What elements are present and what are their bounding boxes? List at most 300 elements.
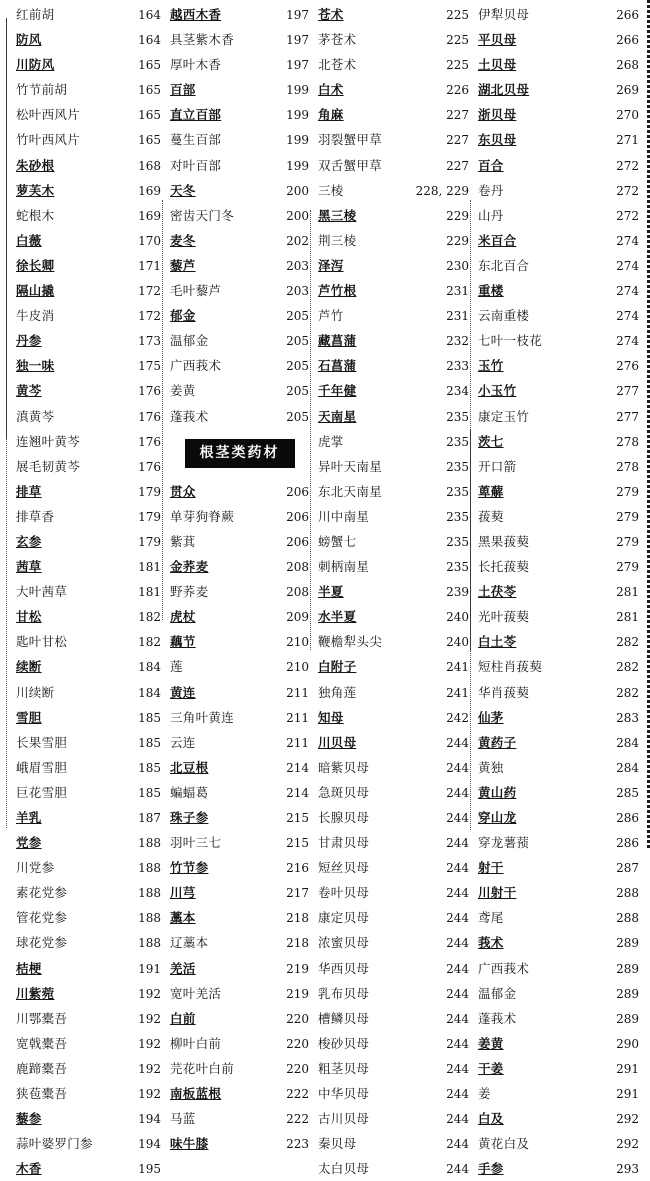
index-entry[interactable] [478,529,639,554]
index-entry[interactable] [170,880,309,905]
index-entry[interactable] [478,855,639,880]
index-entry[interactable] [318,855,469,880]
index-entry-page: 272 [616,183,639,198]
index-entry[interactable] [16,1006,161,1031]
index-entry[interactable] [16,981,161,1006]
index-entry-page: 242 [446,710,469,725]
index-entry[interactable] [318,77,469,102]
index-entry[interactable] [478,429,639,454]
index-entry[interactable] [16,680,161,705]
index-entry[interactable] [318,755,469,780]
dot-leader [96,1136,135,1149]
index-entry[interactable] [170,1056,309,1081]
index-entry[interactable] [16,830,161,855]
index-entry[interactable] [478,303,639,328]
index-entry-page: 289 [616,986,639,1001]
index-entry[interactable] [16,203,161,228]
index-entry-name: 白薇 [16,232,42,248]
index-entry[interactable] [16,1131,161,1156]
index-entry[interactable] [16,1106,161,1131]
index-entry[interactable] [170,805,309,830]
index-entry[interactable] [16,328,161,353]
index-entry[interactable] [478,830,639,855]
index-entry[interactable] [170,529,309,554]
index-entry[interactable] [478,228,639,253]
index-entry[interactable] [478,2,639,27]
index-entry-name: 川贝母 [318,734,357,750]
index-entry[interactable] [318,378,469,403]
index-entry[interactable] [318,228,469,253]
index-entry[interactable] [478,956,639,981]
index-entry[interactable] [478,604,639,629]
index-entry[interactable] [170,981,309,1006]
index-entry[interactable] [478,755,639,780]
index-entry-name: 广西莪术 [478,960,530,976]
index-entry[interactable] [16,629,161,654]
index-entry[interactable] [478,52,639,77]
index-entry-page: 291 [616,1061,639,1076]
index-entry[interactable] [16,805,161,830]
index-entry-name: 隔山撬 [16,283,55,299]
index-entry-page: 232 [446,334,469,349]
index-entry[interactable] [16,52,161,77]
index-entry[interactable] [318,1106,469,1131]
index-entry-name: 直立百部 [170,107,222,123]
index-entry[interactable] [318,805,469,830]
dot-leader [211,935,283,948]
index-entry-name: 芦竹 [318,308,344,324]
index-entry[interactable] [318,604,469,629]
index-entry[interactable] [478,479,639,504]
index-entry[interactable] [170,404,309,429]
dot-leader [57,508,135,521]
dot-leader [70,634,135,647]
index-entry[interactable] [170,956,309,981]
index-entry[interactable] [478,153,639,178]
index-entry[interactable] [318,328,469,353]
index-entry[interactable] [16,353,161,378]
index-entry-name: 鸢尾 [478,910,504,926]
index-entry-name: 藜芦 [170,257,196,273]
index-entry[interactable] [16,77,161,102]
index-entry[interactable] [170,629,309,654]
dot-leader [57,7,135,20]
index-entry[interactable] [478,203,639,228]
dot-leader [45,333,135,346]
index-entry[interactable] [478,705,639,730]
index-entry[interactable] [318,429,469,454]
dot-leader [519,985,613,998]
index-entry[interactable] [318,981,469,1006]
index-entry[interactable] [318,1006,469,1031]
index-entry[interactable] [318,454,469,479]
index-entry[interactable] [478,404,639,429]
index-entry[interactable] [16,1156,161,1181]
dot-leader [519,1010,613,1023]
index-entry[interactable] [170,153,309,178]
index-entry[interactable] [478,1156,639,1181]
index-entry[interactable] [170,705,309,730]
index-entry-name: 仙茅 [478,709,504,725]
index-entry[interactable] [318,579,469,604]
index-entry[interactable] [16,705,161,730]
index-entry-page: 176 [138,459,161,474]
index-entry[interactable] [318,178,469,203]
index-entry[interactable] [478,930,639,955]
index-entry[interactable] [16,454,161,479]
index-entry-name: 短柱肖菝葜 [478,659,543,675]
index-entry-page: 244 [446,1137,469,1152]
index-entry[interactable] [478,905,639,930]
index-entry[interactable] [16,529,161,554]
index-entry[interactable] [16,554,161,579]
dot-leader [507,508,613,521]
index-entry[interactable] [170,278,309,303]
dot-leader [57,207,135,220]
dot-leader [532,533,613,546]
index-entry-name: 刺柄南星 [318,559,370,575]
index-entry[interactable] [478,178,639,203]
index-entry-page: 187 [138,811,161,825]
index-entry[interactable] [170,680,309,705]
dot-leader [45,559,135,572]
index-entry[interactable] [318,504,469,529]
column-separator-3-dotted-lower [470,650,471,830]
index-entry-page: 194 [138,1137,161,1152]
index-entry[interactable] [16,905,161,930]
index-entry[interactable] [318,27,469,52]
index-entry[interactable] [170,554,309,579]
dot-leader [199,885,283,898]
index-entry[interactable] [170,178,309,203]
index-entry[interactable] [318,404,469,429]
index-entry-page: 214 [286,785,309,800]
index-entry-page: 215 [286,836,309,851]
index-entry[interactable] [318,654,469,679]
dot-leader [224,7,283,20]
index-entry[interactable] [16,27,161,52]
index-entry-name: 素花党参 [16,885,68,901]
index-entry[interactable] [16,2,161,27]
index-entry[interactable] [170,579,309,604]
index-entry-name: 竹节前胡 [16,82,68,98]
index-entry-name: 蓬莪术 [478,1010,517,1026]
dot-leader [57,860,135,873]
index-entry-name: 川芎 [170,885,196,901]
index-entry[interactable] [16,378,161,403]
index-entry-name: 白前 [170,1010,196,1026]
index-entry[interactable] [478,77,639,102]
index-entry[interactable] [16,1081,161,1106]
index-entry-name: 柳叶白前 [170,1035,222,1051]
index-entry[interactable] [170,1131,309,1156]
index-entry-page: 239 [446,585,469,600]
index-entry[interactable] [170,1006,309,1031]
index-entry-page: 219 [286,961,309,976]
dot-leader [372,985,443,998]
index-entry-name: 姜黄 [478,1035,504,1051]
index-entry[interactable] [318,479,469,504]
dot-leader [372,784,443,797]
index-entry[interactable] [318,680,469,705]
index-entry[interactable] [318,830,469,855]
dot-leader [507,935,613,948]
index-entry[interactable] [318,278,469,303]
index-entry[interactable] [318,880,469,905]
index-entry[interactable] [16,278,161,303]
index-entry[interactable] [478,27,639,52]
index-entry[interactable] [318,1056,469,1081]
index-entry[interactable] [318,705,469,730]
index-entry[interactable] [16,153,161,178]
index-entry[interactable] [16,429,161,454]
index-entry[interactable] [478,1106,639,1131]
index-entry[interactable] [170,253,309,278]
index-entry[interactable] [318,127,469,152]
index-entry[interactable] [170,905,309,930]
index-entry[interactable] [318,730,469,755]
index-entry[interactable] [318,303,469,328]
index-entry-page: 240 [446,610,469,625]
index-entry[interactable] [478,654,639,679]
index-entry-page: 208 [286,585,309,600]
index-entry[interactable] [170,378,309,403]
index-entry[interactable] [16,930,161,955]
index-entry-name: 藏菖蒲 [318,333,357,349]
index-entry-name: 穿龙薯蓣 [478,835,530,851]
dot-leader [199,533,283,546]
index-entry[interactable] [478,504,639,529]
index-entry[interactable] [170,2,309,27]
dot-leader [237,1060,283,1073]
index-entry-page: 287 [616,861,639,876]
index-entry[interactable] [170,353,309,378]
index-entry[interactable] [478,780,639,805]
index-entry[interactable] [478,127,639,152]
index-entry[interactable] [16,956,161,981]
index-column-1 [4,2,161,1181]
index-entry[interactable] [318,1081,469,1106]
dot-leader [519,885,613,898]
index-entry[interactable] [16,303,161,328]
index-entry-name: 羌活 [170,960,196,976]
index-entry[interactable] [16,755,161,780]
index-entry[interactable] [478,629,639,654]
index-entry-name: 长果雪胆 [16,734,68,750]
dot-leader [57,57,135,70]
index-entry[interactable] [318,203,469,228]
index-entry[interactable] [170,730,309,755]
index-entry-page: 173 [138,334,161,349]
index-entry-page: 208 [286,560,309,575]
dot-leader [57,182,135,195]
index-entry[interactable] [478,278,639,303]
index-entry-name: 蒜叶婆罗门参 [16,1136,93,1152]
index-entry-name: 温郁金 [170,333,209,349]
index-entry[interactable] [478,880,639,905]
index-entry[interactable] [318,153,469,178]
index-entry-page: 244 [446,1036,469,1051]
index-entry[interactable] [170,303,309,328]
index-entry-page: 165 [138,108,161,123]
index-entry-name: 徐长卿 [16,257,55,273]
index-entry-page: 205 [286,359,309,374]
index-entry[interactable] [16,654,161,679]
index-entry[interactable] [478,730,639,755]
index-entry[interactable] [318,353,469,378]
index-entry[interactable] [170,479,309,504]
index-entry[interactable] [170,27,309,52]
index-entry[interactable] [318,52,469,77]
index-entry[interactable] [16,228,161,253]
index-entry[interactable] [318,1156,469,1181]
dot-leader [57,157,135,170]
index-entry[interactable] [170,1081,309,1106]
index-entry[interactable] [170,127,309,152]
index-entry[interactable] [478,353,639,378]
index-entry[interactable] [16,855,161,880]
column-separator-1 [162,200,163,620]
index-entry-page: 244 [446,861,469,876]
index-entry-page: 286 [616,811,639,825]
index-entry[interactable] [478,454,639,479]
index-entry[interactable] [478,805,639,830]
index-entry[interactable] [16,253,161,278]
index-entry[interactable] [16,1056,161,1081]
index-entry-page: 244 [446,760,469,775]
index-entry[interactable] [478,981,639,1006]
dot-leader [532,308,613,321]
index-entry[interactable] [16,479,161,504]
dot-leader [224,107,283,120]
index-entry[interactable] [170,604,309,629]
index-entry[interactable] [478,554,639,579]
index-entry-name: 展毛韧黄芩 [16,458,81,474]
index-entry-page: 210 [286,660,309,675]
index-entry[interactable] [478,579,639,604]
index-entry-page: 226 [446,83,469,98]
index-entry[interactable] [318,1131,469,1156]
index-entry[interactable] [478,680,639,705]
index-entry[interactable] [170,830,309,855]
index-entry-name: 华肖菝葜 [478,684,530,700]
index-entry[interactable] [478,253,639,278]
index-entry[interactable] [170,780,309,805]
index-entry[interactable] [318,253,469,278]
index-entry[interactable] [318,1031,469,1056]
index-entry[interactable] [318,2,469,27]
index-entry[interactable] [170,102,309,127]
dot-leader [199,308,283,321]
index-entry[interactable] [318,529,469,554]
index-entry[interactable] [16,780,161,805]
dot-leader [359,333,443,346]
index-entry[interactable] [16,178,161,203]
index-entry[interactable] [170,1106,309,1131]
index-entry[interactable] [170,203,309,228]
dot-leader [359,408,443,421]
index-entry[interactable] [170,228,309,253]
index-entry[interactable] [16,102,161,127]
index-entry[interactable] [16,404,161,429]
index-entry[interactable] [16,730,161,755]
index-entry[interactable] [318,102,469,127]
index-entry[interactable] [170,328,309,353]
dot-leader [199,182,283,195]
index-entry-name: 川射干 [478,885,517,901]
index-entry-page: 241 [446,660,469,675]
index-entry-name: 蛇根木 [16,207,55,223]
index-entry-page: 199 [286,83,309,98]
index-entry-name: 水半夏 [318,609,357,625]
index-entry[interactable] [318,780,469,805]
dot-leader [519,584,613,597]
index-entry[interactable] [478,1006,639,1031]
dot-leader [507,910,613,923]
index-entry[interactable] [318,905,469,930]
index-entry[interactable] [16,1031,161,1056]
index-entry-name: 浙贝母 [478,107,517,123]
index-entry-page: 203 [286,284,309,299]
index-entry-name: 黄芩 [16,383,42,399]
dot-leader [359,659,443,672]
dot-leader [347,182,413,195]
index-entry-name: 红前胡 [16,7,55,22]
index-entry[interactable] [170,52,309,77]
index-entry[interactable] [170,77,309,102]
dot-leader [519,132,613,145]
index-entry-page: 278 [616,459,639,474]
dot-leader [57,985,135,998]
index-entry[interactable] [478,1081,639,1106]
index-entry-page: 227 [446,133,469,148]
dot-leader [224,132,283,145]
index-entry-page: 179 [138,534,161,549]
dot-leader [45,960,135,973]
index-entry[interactable] [478,328,639,353]
index-entry[interactable] [16,579,161,604]
index-entry[interactable] [318,554,469,579]
index-entry-page: 188 [138,861,161,876]
index-entry[interactable] [170,504,309,529]
dot-leader [347,7,443,20]
index-entry[interactable] [318,629,469,654]
index-entry-name: 槽鳞贝母 [318,1010,370,1026]
index-entry-name: 贯众 [170,483,196,499]
index-entry[interactable] [318,930,469,955]
index-entry[interactable] [16,880,161,905]
index-entry[interactable] [170,855,309,880]
index-entry[interactable] [478,102,639,127]
index-entry[interactable] [16,127,161,152]
index-entry[interactable] [170,1031,309,1056]
dot-leader [519,734,613,747]
index-entry[interactable] [170,930,309,955]
index-entry-name: 康定玉竹 [478,408,530,424]
column-separator-3 [470,430,471,650]
index-entry[interactable] [478,1131,639,1156]
index-entry[interactable] [318,956,469,981]
index-entry[interactable] [16,504,161,529]
index-entry[interactable] [16,604,161,629]
dot-leader [507,709,613,722]
index-entry[interactable] [170,755,309,780]
index-entry-name: 蝙蝠葛 [170,784,209,800]
index-entry[interactable] [478,1031,639,1056]
index-entry[interactable] [170,654,309,679]
index-entry[interactable] [478,378,639,403]
index-entry[interactable] [478,1056,639,1081]
